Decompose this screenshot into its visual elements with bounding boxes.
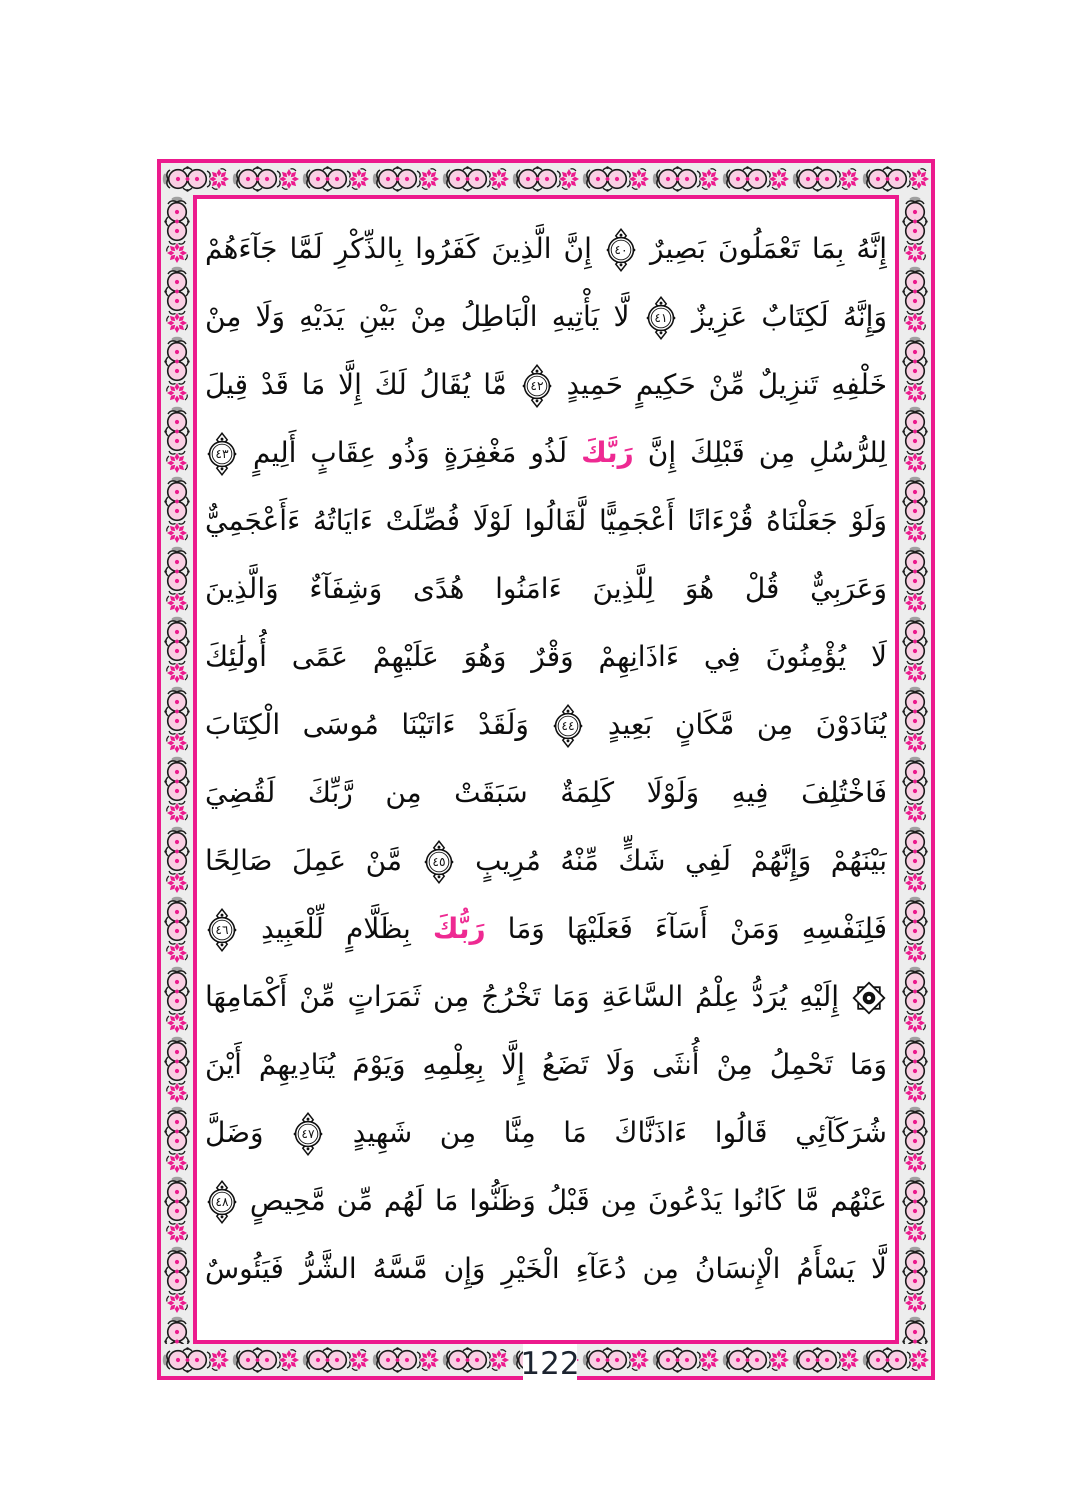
border-ornament-right [899,195,931,1344]
border-ornament-left [161,195,193,1344]
quran-text-segment: خَلْفِهِ تَنزِيلٌ مِّنْ حَكِيمٍ حَمِيدٍ [566,368,887,401]
highlighted-word: رَبَّكَ [581,436,634,469]
quran-text-segment: إِنَّهُ بِمَا تَعْمَلُونَ بَصِيرٌ [650,232,887,265]
quran-text-segment: إِلَيْهِ يُرَدُّ عِلْمُ السَّاعَةِ وَمَا تَخْرُجُ مِن ثَمَرَاتٍ مِّنْ أَكْمَامِهَا [205,980,840,1013]
page-number: 122 [520,1346,580,1382]
rub-el-hizb-icon [851,980,887,1016]
quran-line [205,1031,887,1099]
quran-text-segment: لَّا يَأْتِيهِ الْبَاطِلُ مِنْ بَيْنِ يَدَيْهِ وَلَا مِنْ [205,300,630,333]
quran-text-segment: لَا يُؤْمِنُونَ فِي ءَاذَانِهِمْ وَقْرٌ وَهُوَ عَلَيْهِمْ عَمًى أُولَٰئِكَ [205,640,887,673]
quran-line [205,1099,887,1167]
quran-text-segment: وَلَوْ جَعَلْنَاهُ قُرْءَانًا أَعْجَمِيًّا لَّقَالُوا لَوْلَا فُصِّلَتْ ءَايَاتُهُ ءَأَعْجَمِيٌّ [205,504,887,537]
quran-text-segment: وَعَرَبِيٌّ قُلْ هُوَ لِلَّذِينَ ءَامَنُوا هُدًى وَشِفَآءٌ وَالَّذِينَ [205,572,887,605]
quran-line [205,555,887,623]
svg-text:٤٧: ٤٧ [301,1127,315,1141]
quran-text-segment: وَضَلَّ [205,1116,264,1149]
highlighted-word: رَبُّكَ [432,912,486,945]
svg-text:٤١: ٤١ [654,311,668,325]
quran-text-segment: عَنْهُم مَّا كَانُوا يَدْعُونَ مِن قَبْلُ وَظَنُّوا مَا لَهُم مِّن مَّحِيصٍ [249,1184,887,1217]
verse-number-medallion [205,908,239,952]
quran-text-segment: وَمَا تَحْمِلُ مِنْ أُنثَى وَلَا تَضَعُ إِلَّا بِعِلْمِهِ وَيَوْمَ يُنَادِيهِمْ أَيْنَ [205,1048,887,1081]
quran-text-segment: يُنَادَوْنَ مِن مَّكَانٍ بَعِيدٍ [607,708,887,741]
quran-text-segment: وَإِنَّهُ لَكِتَابٌ عَزِيزٌ [691,300,887,333]
quran-text-segment: إِنَّ الَّذِينَ كَفَرُوا بِالذِّكْرِ لَمَّا جَآءَهُمْ [205,232,592,265]
quran-text-segment: بِظَلَّامٍ لِّلْعَبِيدِ [261,912,411,945]
quran-line [205,215,887,283]
quran-text-segment: لِلرُّسُلِ مِن قَبْلِكَ إِنَّ [647,436,887,469]
verse-number-medallion [551,704,585,748]
quran-line [205,759,887,827]
quran-line [205,895,887,963]
quran-text-segment: وَلَقَدْ ءَاتَيْنَا مُوسَى الْكِتَابَ [205,708,529,741]
quran-line [205,691,887,759]
verse-number-medallion [520,364,554,408]
verse-number-medallion [205,1180,239,1224]
verse-number-medallion [604,228,638,272]
verse-number-medallion [422,840,456,884]
quran-line [205,623,887,691]
quran-text-segment: لَّا يَسْأَمُ الْإِنسَانُ مِن دُعَآءِ الْخَيْرِ وَإِن مَّسَّهُ الشَّرُّ فَيَئُوسٌ [205,1252,887,1285]
border-ornament-top [161,163,931,195]
quran-text-segment: فَلِنَفْسِهِ وَمَنْ أَسَآءَ فَعَلَيْهَا وَمَا [507,912,887,945]
quran-text-segment: لَذُو مَغْفِرَةٍ وَذُو عِقَابٍ أَلِيمٍ [252,436,568,469]
svg-text:٤٠: ٤٠ [614,243,628,257]
quran-line [205,419,887,487]
svg-text:٤٦: ٤٦ [215,923,229,937]
text-panel [193,195,899,1344]
verse-number-medallion [205,432,239,476]
quran-line [205,1235,887,1303]
quran-text-segment: فَاخْتُلِفَ فِيهِ وَلَوْلَا كَلِمَةٌ سَبَقَتْ مِن رَّبِّكَ لَقُضِيَ [205,776,887,809]
quran-line [205,487,887,555]
decorative-frame [157,159,935,1380]
quran-text-segment: مَّا يُقَالُ لَكَ إِلَّا مَا قَدْ قِيلَ [205,368,507,401]
svg-text:٤٨: ٤٨ [215,1195,229,1209]
quran-line [205,1167,887,1235]
quran-text-segment: مَّنْ عَمِلَ صَالِحًا [205,844,402,877]
quran-line [205,351,887,419]
quran-line [205,963,887,1031]
quran-text-segment: بَيْنَهُمْ وَإِنَّهُمْ لَفِي شَكٍّ مِّنْهُ مُرِيبٍ [475,844,887,877]
quran-text-segment: شُرَكَآئِي قَالُوا ءَاذَنَّاكَ مَا مِنَّا مِن شَهِيدٍ [352,1116,887,1149]
quran-line [205,827,887,895]
quran-text-block [197,199,895,1340]
verse-number-medallion [291,1112,325,1156]
svg-text:٤٥: ٤٥ [431,855,446,869]
verse-number-medallion [644,296,678,340]
svg-text:٤٢: ٤٢ [530,379,544,393]
quran-line [205,283,887,351]
svg-text:٤٣: ٤٣ [215,447,229,461]
svg-text:٤٤: ٤٤ [561,719,575,733]
